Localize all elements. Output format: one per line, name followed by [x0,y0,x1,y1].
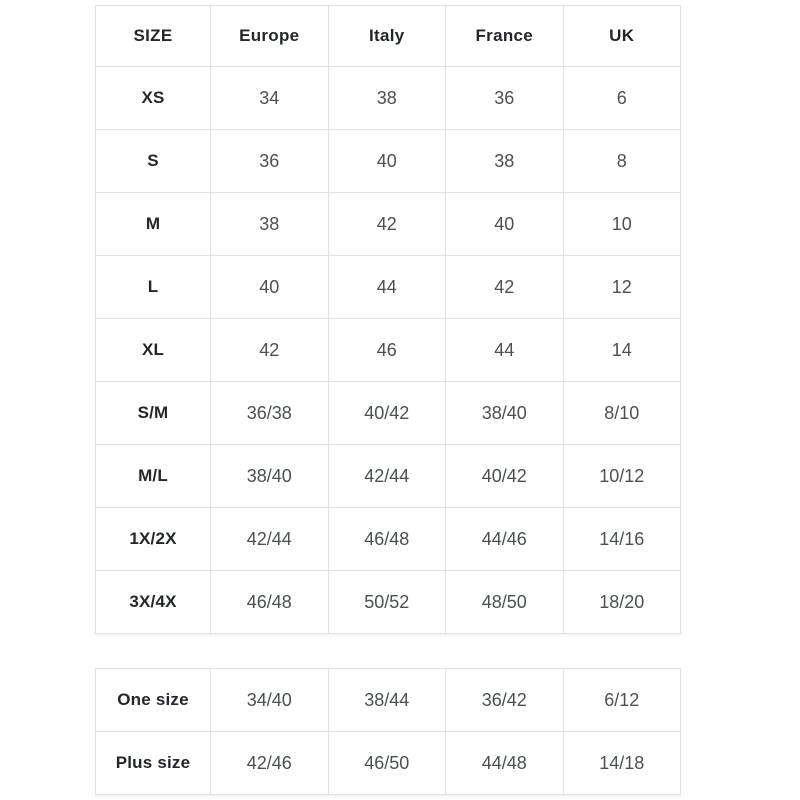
table-row [96,319,681,382]
size-value-cell: 38/44 [328,669,446,732]
size-value-cell: 14 [563,319,681,382]
size-value-cell: 38/40 [211,445,329,508]
row-label-cell: Plus size [96,732,211,795]
table-row [96,193,681,256]
size-value-cell: 44 [328,256,446,319]
size-value-cell: 6/12 [563,669,681,732]
table-row [96,256,681,319]
size-value-cell: 46/50 [328,732,446,795]
size-value-cell: 44 [446,319,564,382]
size-value-cell: 8/10 [563,382,681,445]
row-label-cell: XS [96,67,211,130]
size-value-cell: 34/40 [211,669,329,732]
table-row [96,67,681,130]
size-value-cell: 44/48 [446,732,564,795]
size-value-cell: 12 [563,256,681,319]
column-header-uk: UK [563,6,681,67]
table-row [96,130,681,193]
table-row [96,669,681,732]
size-value-cell: 50/52 [328,571,446,634]
row-label-cell: L [96,256,211,319]
size-value-cell: 42/44 [211,508,329,571]
size-value-cell: 44/46 [446,508,564,571]
special-sizes-table [95,668,681,795]
table-row [96,382,681,445]
size-value-cell: 40/42 [446,445,564,508]
size-value-cell: 10 [563,193,681,256]
size-value-cell: 46 [328,319,446,382]
size-value-cell: 40/42 [328,382,446,445]
size-value-cell: 40 [328,130,446,193]
row-label-cell: One size [96,669,211,732]
size-value-cell: 18/20 [563,571,681,634]
row-label-cell: 3X/4X [96,571,211,634]
special-sizes-table-body [96,669,681,795]
column-header-italy: Italy [328,6,446,67]
table-row [96,571,681,634]
size-value-cell: 48/50 [446,571,564,634]
size-value-cell: 42 [446,256,564,319]
size-value-cell: 34 [211,67,329,130]
header-row [96,6,681,67]
row-label-cell: M/L [96,445,211,508]
table-row [96,508,681,571]
size-value-cell: 42/46 [211,732,329,795]
size-value-cell: 36/42 [446,669,564,732]
table-row [96,732,681,795]
size-value-cell: 14/18 [563,732,681,795]
size-value-cell: 40 [211,256,329,319]
size-table-header [96,6,681,67]
row-label-cell: XL [96,319,211,382]
row-label-cell: S [96,130,211,193]
size-value-cell: 38/40 [446,382,564,445]
size-value-cell: 42 [328,193,446,256]
size-value-cell: 36 [211,130,329,193]
row-label-cell: S/M [96,382,211,445]
row-label-cell: M [96,193,211,256]
size-table-body [96,67,681,634]
size-value-cell: 36/38 [211,382,329,445]
size-value-cell: 42/44 [328,445,446,508]
size-value-cell: 38 [211,193,329,256]
size-value-cell: 14/16 [563,508,681,571]
size-value-cell: 42 [211,319,329,382]
row-label-cell: 1X/2X [96,508,211,571]
column-header-europe: Europe [211,6,329,67]
size-value-cell: 36 [446,67,564,130]
size-value-cell: 40 [446,193,564,256]
size-value-cell: 46/48 [211,571,329,634]
column-header-size: SIZE [96,6,211,67]
size-value-cell: 6 [563,67,681,130]
size-value-cell: 38 [328,67,446,130]
size-value-cell: 10/12 [563,445,681,508]
size-value-cell: 46/48 [328,508,446,571]
size-conversion-table [95,5,681,634]
table-row [96,445,681,508]
size-value-cell: 8 [563,130,681,193]
size-value-cell: 38 [446,130,564,193]
column-header-france: France [446,6,564,67]
